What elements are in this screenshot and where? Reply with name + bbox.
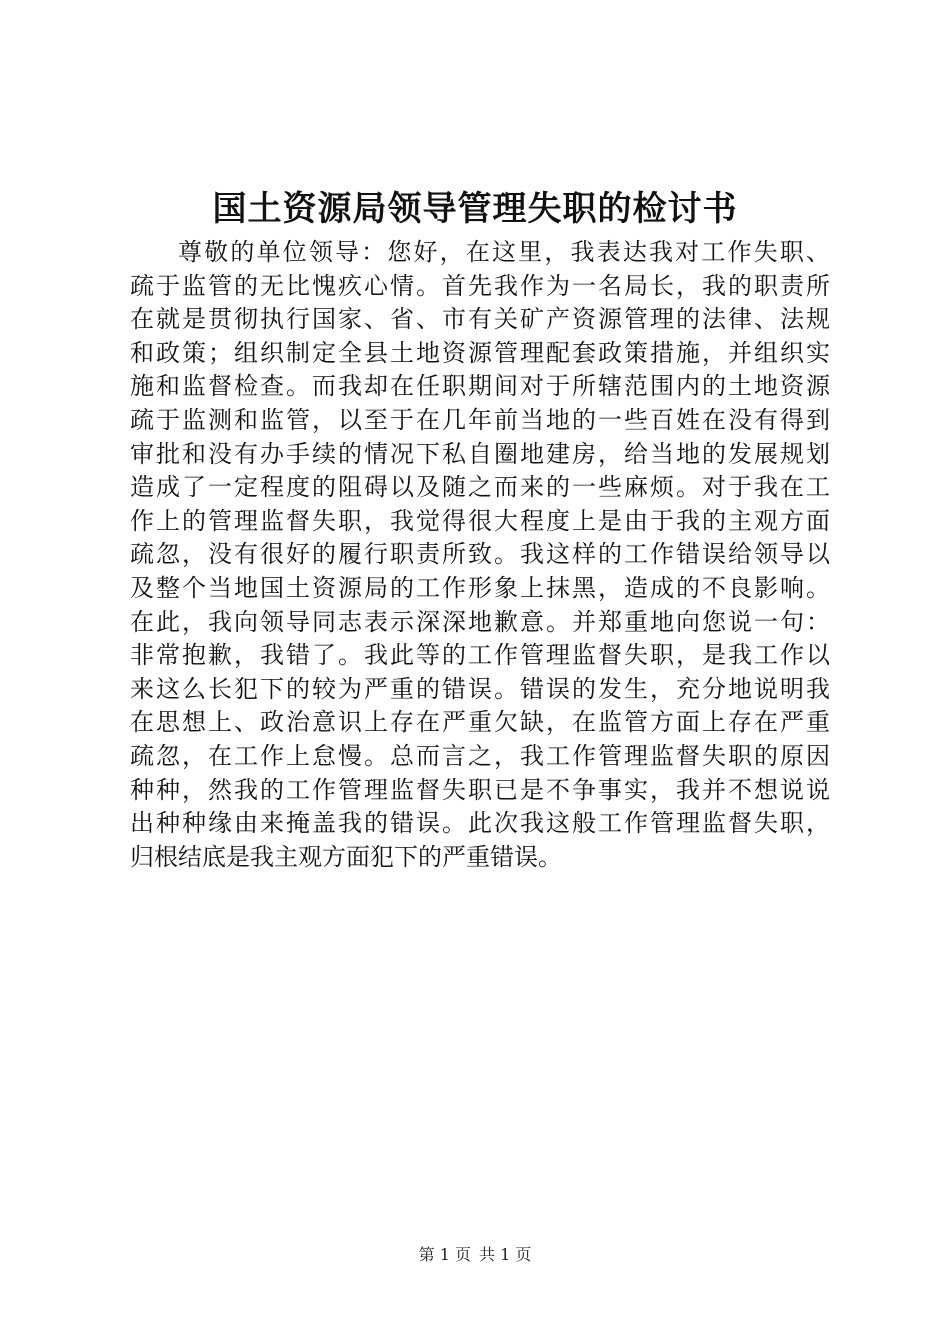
body-line: 疏于监测和监管，以至于在几年前当地的一些百姓在没有得到 [130,405,830,434]
body-line: 出种种缘由来掩盖我的错误。此次我这般工作管理监督失职， [130,809,830,838]
body-line: 审批和没有办手续的情况下私自圈地建房，给当地的发展规划 [130,439,830,468]
body-line: 种种，然我的工作管理监督失职已是不争事实，我并不想说说 [130,775,830,804]
body-line: 在就是贯彻执行国家、省、市有关矿产资源管理的法律、法规 [130,305,830,334]
document-title: 国土资源局领导管理失职的检讨书 [212,189,738,229]
body-line: 疏于监管的无比愧疚心情。首先我作为一名局长，我的职责所 [130,271,830,300]
body-line: 来这么长犯下的较为严重的错误。错误的发生，充分地说明我 [130,674,830,703]
body-line: 及整个当地国土资源局的工作形象上抹黑，造成的不良影响。 [130,573,830,602]
body-line: 非常抱歉，我错了。我此等的工作管理监督失职，是我工作以 [130,641,830,670]
body-line: 尊敬的单位领导：您好，在这里，我表达我对工作失职、 [178,238,830,266]
body-line: 疏忽，在工作上怠慢。总而言之，我工作管理监督失职的原因 [130,741,830,770]
document-body [130,236,830,874]
body-line: 和政策；组织制定全县土地资源管理配套政策措施，并组织实 [130,338,830,367]
body-line: 造成了一定程度的阻碍以及随之而来的一些麻烦。对于我在工 [130,473,830,502]
page-number: 第 1 页 [418,1245,471,1264]
page-total: 共 1 页 [479,1245,532,1264]
body-line: 在思想上、政治意识上存在严重欠缺，在监管方面上存在严重 [130,708,830,737]
page-footer [0,1244,950,1266]
body-line: 施和监督检查。而我却在任职期间对于所辖范围内的土地资源 [130,372,830,401]
body-line: 疏忽，没有很好的履行职责所致。我这样的工作错误给领导以 [130,540,830,569]
body-line: 作上的管理监督失职，我觉得很大程度上是由于我的主观方面 [130,506,830,535]
body-line: 归根结底是我主观方面犯下的严重错误。 [130,842,562,871]
body-line: 在此，我向领导同志表示深深地歉意。并郑重地向您说一句： [130,607,830,636]
